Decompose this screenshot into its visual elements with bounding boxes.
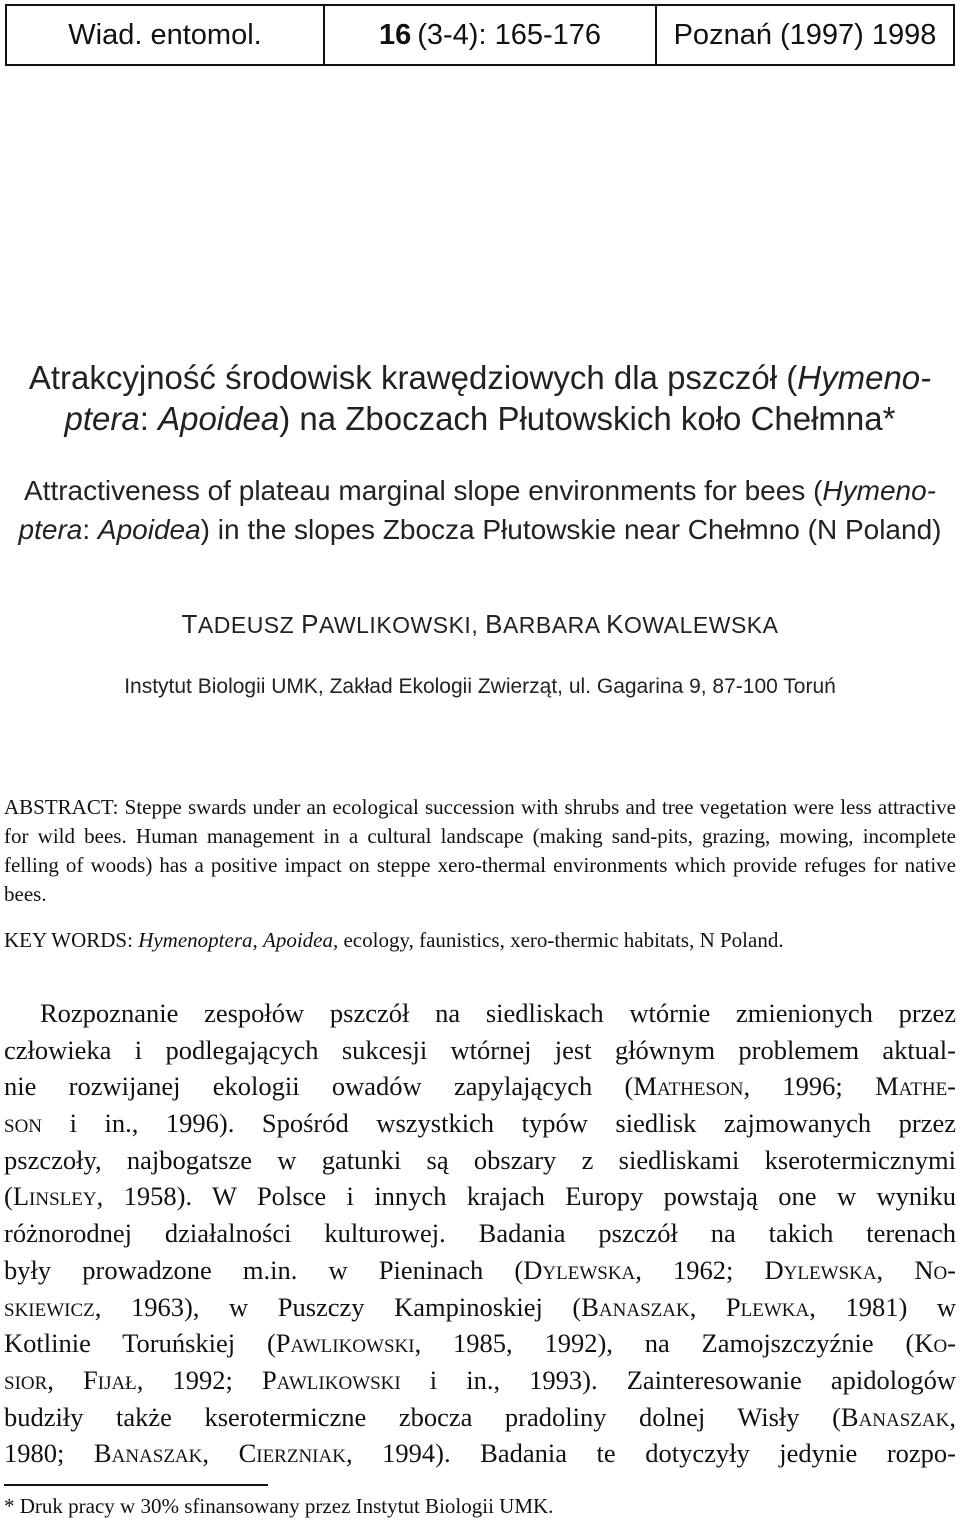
title-polish bbox=[0, 357, 960, 439]
citation-author: skiewicz bbox=[4, 1291, 95, 1322]
citation-author: Fijał bbox=[83, 1364, 137, 1395]
body-line bbox=[4, 1215, 956, 1252]
citation-author: Banaszak bbox=[93, 1438, 203, 1469]
body-line bbox=[4, 1142, 956, 1179]
affiliation: Instytut Biologii UMK, Zakład Ekologii Zwierząt, ul. Gagarina 9, 87-100 Toruń bbox=[124, 675, 836, 698]
body-line bbox=[4, 1252, 956, 1289]
title-english-line-2 bbox=[0, 510, 960, 549]
citation-author: Banaszak bbox=[840, 1401, 950, 1432]
title-english bbox=[0, 471, 960, 549]
body-text: , 1958). W Polsce i innych krajach Europy powstają one w wyniku bbox=[96, 1181, 956, 1212]
body-text: , bbox=[689, 1291, 726, 1322]
body-line bbox=[4, 1178, 956, 1215]
author-name: OWALEWSKA bbox=[624, 612, 779, 638]
body-line bbox=[4, 1435, 956, 1472]
title-english-taxon: ptera bbox=[18, 514, 83, 545]
keyword-separator: , bbox=[252, 928, 263, 952]
citation-author: Dylewska bbox=[764, 1254, 877, 1285]
body-text: , 1963), w Puszczy Kampinoskiej ( bbox=[94, 1291, 582, 1322]
body-text: , bbox=[949, 1401, 956, 1432]
body-text: Kotlinie Toruńskiej ( bbox=[4, 1328, 276, 1359]
abstract-text: Steppe swards under an ecological succession with shrubs and tree vegetation were less attractive for wild bees. Human management in a cultural landscape (making sand-pits, grazing, mowing, incomplete felling of woods) has a positive impact on steppe xero-thermal environments which provide refuges for native bees. bbox=[4, 795, 957, 906]
author-name: AWLIKOWSKI bbox=[318, 612, 472, 638]
authors bbox=[0, 609, 960, 640]
body-text: , bbox=[202, 1438, 239, 1469]
citation-author: Pawlikowski bbox=[275, 1328, 415, 1359]
body-text: , 1985, 1992), na Zamojszczyźnie ( bbox=[414, 1328, 915, 1359]
body-text: różnorodnej działalności kulturowej. Badania pszczół na takich terenach bbox=[4, 1218, 956, 1249]
body-text: 1980; bbox=[4, 1438, 94, 1469]
body-line bbox=[4, 1399, 956, 1436]
citation-author: Mathe- bbox=[875, 1071, 956, 1102]
body-text: , 1962; bbox=[635, 1254, 765, 1285]
body-line bbox=[4, 995, 956, 1032]
body-text: ( bbox=[4, 1181, 13, 1212]
body-line bbox=[4, 1325, 956, 1362]
title-polish-text: : bbox=[139, 400, 159, 437]
body-text: budziły także kserotermiczne zbocza pradoliny dolnej Wisły ( bbox=[4, 1401, 841, 1432]
title-polish-line-1 bbox=[0, 357, 960, 398]
title-english-taxon: Apoidea bbox=[97, 514, 201, 545]
body-line bbox=[4, 1032, 956, 1069]
body-paragraph bbox=[4, 995, 956, 1472]
place-year: Poznań (1997) 1998 bbox=[673, 18, 937, 51]
author-separator: , bbox=[471, 612, 486, 638]
title-polish-taxon: Hymeno- bbox=[797, 359, 932, 396]
abstract-label: ABSTRACT: bbox=[4, 795, 119, 819]
citation-author: sior bbox=[4, 1364, 48, 1395]
citation-author: Linsley bbox=[12, 1181, 97, 1212]
title-english-text: Attractiveness of plateau marginal slope environments for bees ( bbox=[23, 475, 823, 506]
volume-info bbox=[325, 6, 657, 64]
citation-author: Ko- bbox=[914, 1328, 956, 1359]
keywords-rest: , ecology, faunistics, xero-thermic habitats, N Poland. bbox=[332, 928, 784, 952]
author-name: ARBARA bbox=[502, 612, 600, 638]
volume-number: 16 bbox=[378, 18, 412, 51]
title-english-text: : bbox=[82, 514, 98, 545]
keyword-taxon: Apoidea bbox=[263, 928, 333, 952]
footnote-divider bbox=[4, 1484, 268, 1486]
body-line bbox=[4, 1068, 956, 1105]
author-initial: B bbox=[485, 609, 503, 639]
publication-place-year bbox=[657, 6, 953, 64]
journal-abbrev: Wiad. entomol. bbox=[68, 18, 262, 51]
citation-author: No- bbox=[914, 1254, 956, 1285]
keywords bbox=[4, 926, 956, 955]
body-text: , bbox=[876, 1254, 915, 1285]
author-initial: P bbox=[301, 609, 319, 639]
body-text: , bbox=[47, 1364, 83, 1395]
body-text: nie rozwijanej ekologii owadów zapylających ( bbox=[4, 1071, 634, 1102]
citation-author: Cierzniak bbox=[238, 1438, 346, 1469]
body-line bbox=[4, 1362, 956, 1399]
title-english-taxon: Hymeno- bbox=[822, 475, 936, 506]
body-text: Rozpoznanie zespołów pszczół na siedliskach wtórnie zmienionych przez bbox=[40, 998, 956, 1028]
abstract bbox=[4, 793, 956, 909]
keywords-label: KEY WORDS: bbox=[4, 928, 133, 952]
title-polish-line-2 bbox=[0, 398, 960, 439]
body-text: pszczoły, najbogatsze w gatunki są obszary z siedliskami kserotermicznymi bbox=[4, 1144, 956, 1175]
title-english-text: ) in the slopes Zbocza Płutowskie near Chełmno (N Poland) bbox=[200, 514, 942, 545]
body-text: były prowadzone m.in. w Pieninach ( bbox=[4, 1254, 524, 1285]
title-english-line-1 bbox=[0, 471, 960, 510]
author-initial: T bbox=[181, 609, 198, 639]
issue-pages: (3-4): 165-176 bbox=[417, 18, 602, 51]
body-text: , 1981) w bbox=[809, 1291, 956, 1322]
body-text: człowieka i podlegających sukcesji wtórnej jest głównym problemem aktual- bbox=[4, 1034, 956, 1065]
citation-author: Pawlikowski bbox=[261, 1364, 401, 1395]
body-text: i in., 1993). Zainteresowanie apidologów bbox=[400, 1364, 956, 1395]
title-polish-text: Atrakcyjność środowisk krawędziowych dla pszczół ( bbox=[28, 359, 798, 396]
author-name: ADEUSZ bbox=[197, 612, 295, 638]
author-initial: K bbox=[606, 609, 625, 639]
title-polish-taxon: ptera bbox=[64, 400, 140, 437]
citation-author: son bbox=[4, 1108, 43, 1139]
citation-author: Plewka bbox=[725, 1291, 810, 1322]
citation-author: Matheson bbox=[633, 1071, 744, 1102]
body-text: , 1996; bbox=[743, 1071, 876, 1102]
keyword-taxon: Hymenoptera bbox=[138, 928, 253, 952]
body-line bbox=[4, 1289, 956, 1326]
journal-header bbox=[5, 4, 955, 66]
body-line bbox=[4, 1105, 956, 1142]
body-text: , 1992; bbox=[136, 1364, 262, 1395]
citation-author: Banaszak bbox=[581, 1291, 690, 1322]
citation-author: Dylewska bbox=[523, 1254, 636, 1285]
title-polish-taxon: Apoidea bbox=[158, 400, 280, 437]
journal-name bbox=[7, 6, 325, 64]
footnote: * Druk pracy w 30% sfinansowany przez Instytut Biologii UMK. bbox=[4, 1494, 554, 1518]
body-text: i in., 1996). Spośród wszystkich typów siedlisk zajmowanych przez bbox=[42, 1108, 956, 1139]
body-text: , 1994). Badania te dotyczyły jedynie rozpo- bbox=[345, 1438, 956, 1469]
title-polish-text: ) na Zboczach Płutowskich koło Chełmna* bbox=[279, 400, 896, 437]
